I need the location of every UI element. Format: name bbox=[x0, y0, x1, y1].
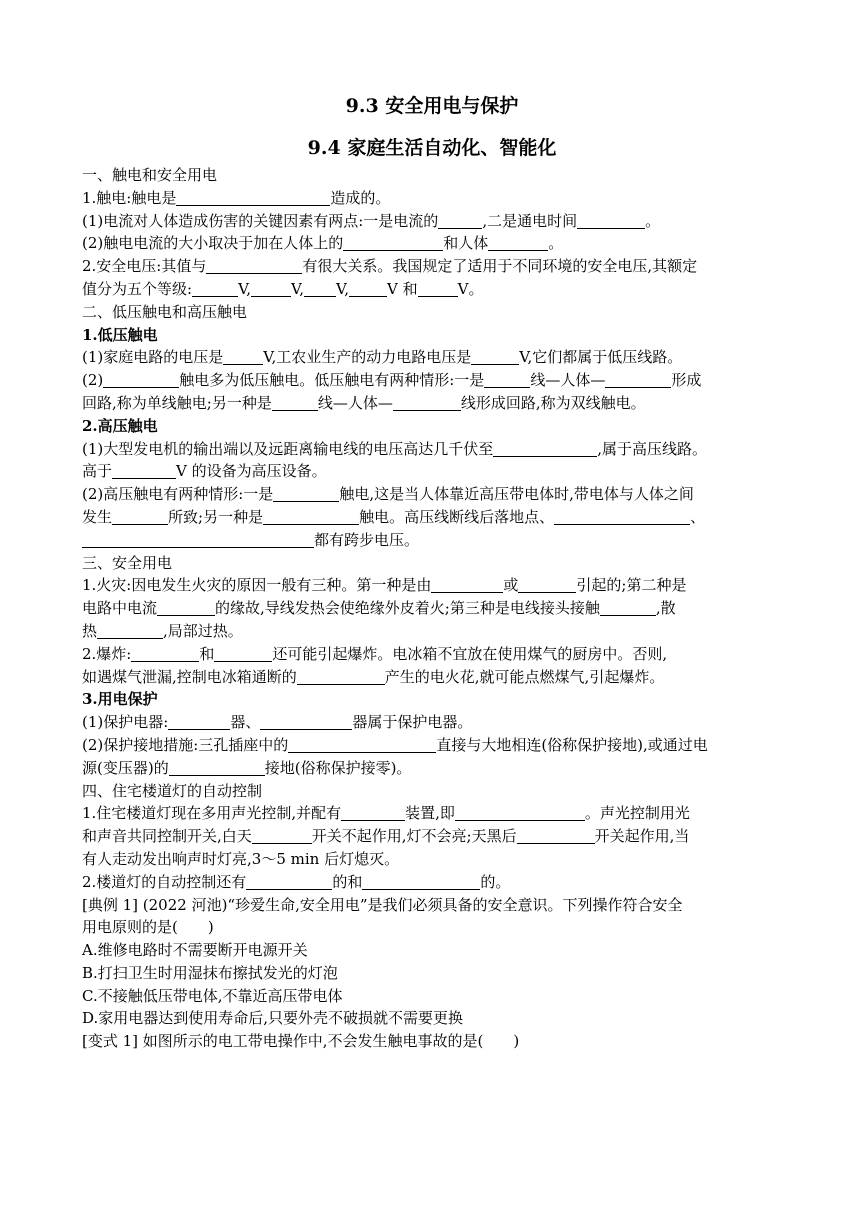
blank bbox=[272, 395, 318, 411]
blank bbox=[362, 874, 480, 890]
blank bbox=[169, 760, 265, 776]
blank bbox=[157, 600, 215, 616]
blank bbox=[517, 828, 595, 844]
blank bbox=[605, 372, 671, 388]
blank bbox=[484, 372, 530, 388]
blank bbox=[131, 646, 199, 662]
question-line: 有人走动发出响声时灯亮,3～5 min 后灯熄灭。 bbox=[82, 849, 400, 868]
blank bbox=[260, 714, 352, 730]
question-line: (2)高压触电有两种情形:一是 触电,这是当人体靠近高压带电体时,带电体与人体之间 bbox=[82, 485, 694, 504]
blank bbox=[577, 213, 645, 229]
question-line: 1.住宅楼道灯现在多用声光控制,并配有 装置,即 。声光控制用光 bbox=[82, 804, 690, 823]
blank bbox=[223, 349, 263, 365]
blank bbox=[206, 258, 302, 274]
blank bbox=[304, 281, 336, 297]
blank bbox=[214, 646, 272, 662]
subheading: 3.用电保护 bbox=[82, 690, 158, 709]
blank bbox=[246, 874, 332, 890]
blank bbox=[112, 509, 168, 525]
blank bbox=[263, 509, 359, 525]
question-line: 1.触电:触电是 造成的。 bbox=[82, 188, 391, 207]
question-line: 源(变压器)的 接地(俗称保护接零)。 bbox=[82, 758, 412, 777]
question-line: 回路,称为单线触电;另一种是 线—人体— 线形成回路,称为双线触电。 bbox=[82, 393, 646, 412]
worksheet-page bbox=[82, 90, 782, 1053]
question-line: (1)电流对人体造成伤害的关键因素有两点:一是电流的 ,二是通电时间 。 bbox=[82, 211, 661, 230]
question-line: 都有跨步电压。 bbox=[82, 529, 782, 552]
question-line: 2.楼道灯的自动控制还有 的和 的。 bbox=[82, 872, 511, 891]
blank bbox=[493, 441, 597, 457]
blank bbox=[488, 235, 548, 251]
blank bbox=[418, 281, 458, 297]
blank bbox=[97, 623, 163, 639]
question-line: (1)家庭电路的电压是 V,工农业生产的动力电路电压是 V,它们都属于低压线路。 bbox=[82, 348, 683, 367]
question-line: 电路中电流 的缘故,导线发热会使绝缘外皮着火;第三种是电线接头接触 ,散 bbox=[82, 599, 676, 618]
option-c: C.不接触低压带电体,不靠近高压带电体 bbox=[82, 986, 343, 1005]
variant-question: [变式 1] 如图所示的电工带电操作中,不会发生触电事故的是( ) bbox=[82, 1032, 520, 1051]
blank bbox=[455, 805, 585, 821]
blank bbox=[252, 828, 312, 844]
blank bbox=[349, 281, 387, 297]
blank bbox=[438, 213, 482, 229]
blank bbox=[288, 737, 436, 753]
section-heading-2: 二、低压触电和高压触电 bbox=[82, 302, 248, 321]
blank bbox=[273, 486, 339, 502]
question-line: 1.火灾:因电发生火灾的原因一般有三种。第一种是由 或 引起的;第二种是 bbox=[82, 576, 687, 595]
blank bbox=[112, 463, 176, 479]
question-line: (1)大型发电机的输出端以及远距离输电线的电压高达几千伏至 ,属于高压线路。 bbox=[82, 439, 708, 458]
question-line: 发生 所致;另一种是 触电。高压线断线后落地点、 、 bbox=[82, 507, 706, 526]
blank bbox=[431, 577, 503, 593]
blank bbox=[393, 395, 461, 411]
blank bbox=[554, 509, 690, 525]
blank bbox=[168, 714, 230, 730]
question-line: (1)保护电器: 器、 器属于保护电器。 bbox=[82, 713, 473, 732]
question-line: (2)保护接地措施:三孔插座中的 直接与大地相连(俗称保护接地),或通过电 bbox=[82, 735, 708, 754]
option-b: B.打扫卫生时用湿抹布擦拭发光的灯泡 bbox=[82, 963, 338, 982]
blank bbox=[103, 372, 179, 388]
section-heading-1: 一、触电和安全用电 bbox=[82, 166, 218, 184]
blank bbox=[341, 805, 405, 821]
subheading: 1.低压触电 bbox=[82, 325, 158, 344]
option-d: D.家用电器达到使用寿命后,只要外壳不破损就不需要更换 bbox=[82, 1009, 464, 1028]
blank bbox=[192, 281, 238, 297]
blank bbox=[176, 190, 330, 206]
example-question: [典例 1] (2022 河池)“珍爱生命,安全用电”是我们必须具备的安全意识。下列操作符合安全 bbox=[82, 895, 683, 914]
question-line: 和声音共同控制开关,白天 开关不起作用,灯不会亮;天黑后 开关起作用,当 bbox=[82, 827, 690, 846]
subheading: 2.高压触电 bbox=[82, 416, 158, 435]
question-line: 2.安全电压:其值与 有很大关系。我国规定了适用于不同环境的安全电压,其额定 bbox=[82, 257, 698, 276]
question-line: 值分为五个等级: V, V, V, V 和 V。 bbox=[82, 279, 484, 298]
blank bbox=[518, 577, 576, 593]
example-question: 用电原则的是( ) bbox=[82, 918, 214, 937]
blank bbox=[343, 235, 443, 251]
question-line: 热 ,局部过热。 bbox=[82, 621, 243, 640]
blank bbox=[471, 349, 519, 365]
blank bbox=[82, 532, 314, 548]
title-9-4: 9.4 家庭生活自动化、智能化 bbox=[307, 137, 557, 159]
section-heading-3: 三、安全用电 bbox=[82, 553, 173, 572]
blank bbox=[251, 281, 291, 297]
blank bbox=[297, 669, 385, 685]
blank bbox=[600, 600, 656, 616]
question-line: 高于 V 的设备为高压设备。 bbox=[82, 462, 327, 481]
section-heading-4: 四、住宅楼道灯的自动控制 bbox=[82, 781, 263, 800]
title-9-3: 9.3 安全用电与保护 bbox=[345, 95, 519, 117]
question-line: (2) 触电多为低压触电。低压触电有两种情形:一是 线—人体— 形成 bbox=[82, 371, 702, 390]
option-a: A.维修电路时不需要断开电源开关 bbox=[82, 941, 308, 960]
question-line: 如遇煤气泄漏,控制电冰箱通断的 产生的电火花,就可能点燃煤气,引起爆炸。 bbox=[82, 667, 665, 686]
question-line: (2)触电电流的大小取决于加在人体上的 和人体 。 bbox=[82, 234, 564, 253]
question-line: 2.爆炸: 和 还可能引起爆炸。电冰箱不宜放在使用煤气的厨房中。否则, bbox=[82, 644, 668, 663]
